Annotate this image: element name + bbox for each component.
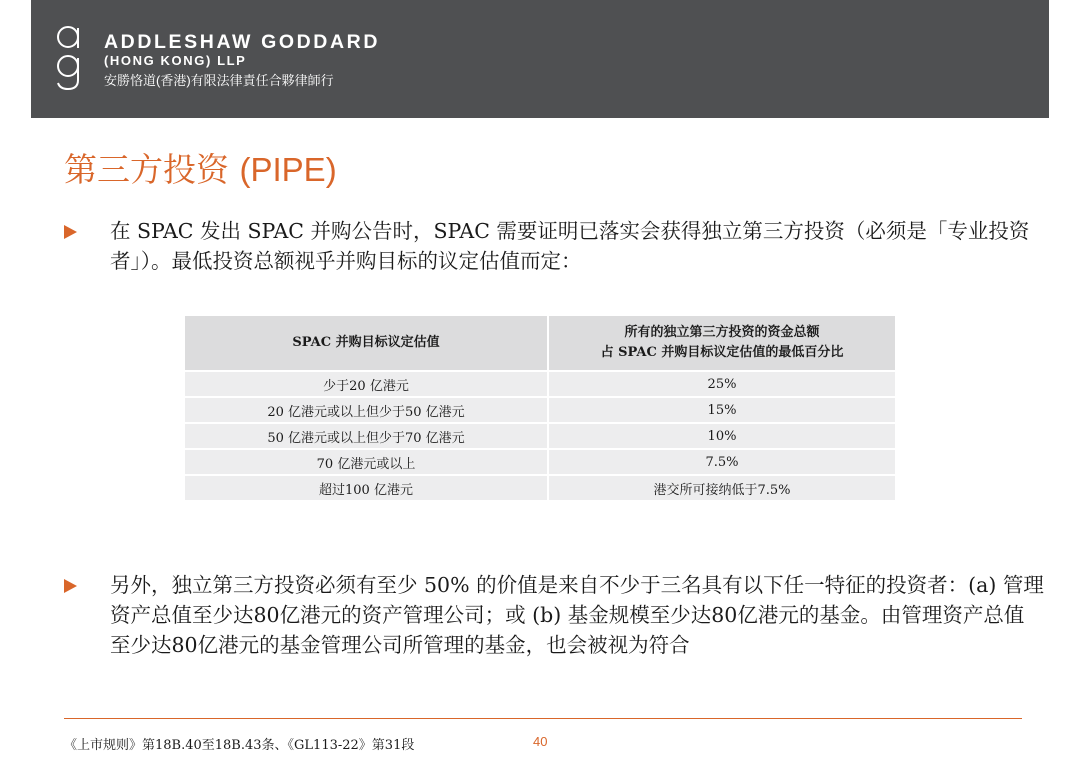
table-header-percent-line1: 所有的独立第三方投资的资金总额 [624, 325, 820, 340]
table-cell-valuation: 少于20 亿港元 [185, 371, 548, 397]
table-cell-percent: 10% [548, 423, 895, 449]
table-row [185, 449, 895, 475]
bullet-text-2: 另外，独立第三方投资必须有至少 50% 的价值是来自不少于三名具有以下任一特征的投资者：(a) 管理资产总值至少达80亿港元的资产管理公司；或 (b) 基金规模至少达80亿港元的基金。由管理资产总值至少达80亿港元的基金管理公司所管理的基金，也会被视为符合 [110, 573, 1044, 657]
bullet-text-1: 在 SPAC 发出 SPAC 并购公告时，SPAC 需要证明已落实会获得独立第三方投资（必须是「专业投资者」）。最低投资总额视乎并购目标的议定估值而定： [110, 219, 1030, 273]
table-cell-percent: 港交所可接纳低于7.5% [548, 475, 895, 501]
table-cell-valuation: 70 亿港元或以上 [185, 449, 548, 475]
footer-divider [64, 718, 1022, 719]
table-header-valuation: SPAC 并购目标议定估值 [185, 316, 548, 371]
table-cell-valuation: 超过100 亿港元 [185, 475, 548, 501]
ag-monogram-icon [55, 22, 81, 92]
page-number: 40 [533, 734, 548, 749]
footnote: 《上市规则》第18B.40至18B.43条、《GL113-22》第31段 [64, 738, 415, 753]
table-header-percent [548, 316, 895, 371]
table-row [185, 397, 895, 423]
slide-title [64, 144, 337, 191]
firm-name: ADDLESHAW GODDARD [104, 31, 381, 53]
slide-title-cn: 第三方投资 [64, 150, 240, 189]
table-row [185, 371, 895, 397]
table-header-percent-line2: 占 SPAC 并购目标议定估值的最低百分比 [600, 345, 844, 360]
triangle-bullet-icon [64, 579, 77, 593]
table-cell-percent: 7.5% [548, 449, 895, 475]
bullet-item-2 [64, 570, 1044, 695]
table-cell-percent: 15% [548, 397, 895, 423]
table-row [185, 475, 895, 501]
valuation-table [185, 316, 895, 502]
table-header-row [185, 316, 895, 371]
header-banner [31, 0, 1049, 118]
firm-subtitle: (HONG KONG) LLP [104, 53, 247, 68]
slide-title-en: (PIPE) [239, 151, 337, 188]
triangle-bullet-icon [64, 225, 77, 239]
table-cell-percent: 25% [548, 371, 895, 397]
firm-chinese-name: 安勝恪道(香港)有限法律責任合夥律師行 [104, 73, 334, 88]
table-row [185, 423, 895, 449]
table-cell-valuation: 20 亿港元或以上但少于50 亿港元 [185, 397, 548, 423]
table-cell-valuation: 50 亿港元或以上但少于70 亿港元 [185, 423, 548, 449]
bullet-item-1 [64, 216, 1044, 278]
